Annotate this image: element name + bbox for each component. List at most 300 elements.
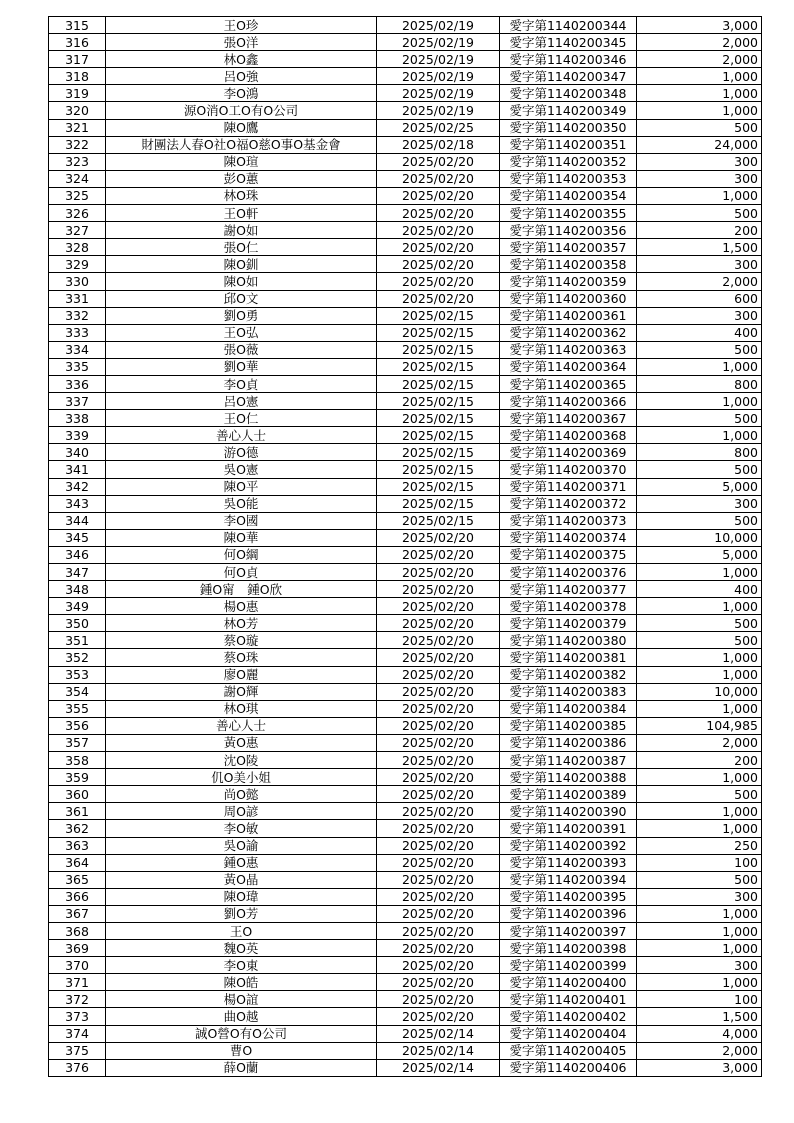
table-row: [49, 1008, 762, 1025]
receipt-number: 愛字第1140200406: [500, 1059, 637, 1076]
donation-amount: 1,000: [637, 102, 762, 119]
donation-date: 2025/02/20: [377, 666, 500, 683]
row-number: 359: [49, 769, 106, 786]
receipt-number: 愛字第1140200369: [500, 444, 637, 461]
table-row: [49, 1042, 762, 1059]
table-row: [49, 222, 762, 239]
table-row: [49, 375, 762, 392]
row-number: 373: [49, 1008, 106, 1025]
receipt-number: 愛字第1140200380: [500, 632, 637, 649]
donor-name: 李O東: [106, 957, 377, 974]
row-number: 315: [49, 17, 106, 34]
table-row: [49, 307, 762, 324]
row-number: 317: [49, 51, 106, 68]
receipt-number: 愛字第1140200368: [500, 427, 637, 444]
table-row: [49, 444, 762, 461]
table-row: [49, 632, 762, 649]
donor-name: 林O芳: [106, 615, 377, 632]
table-row: [49, 905, 762, 922]
donation-amount: 5,000: [637, 546, 762, 563]
row-number: 332: [49, 307, 106, 324]
receipt-number: 愛字第1140200374: [500, 529, 637, 546]
donation-amount: 300: [637, 957, 762, 974]
donor-name: 王O珍: [106, 17, 377, 34]
donor-name: 何O貞: [106, 564, 377, 581]
donor-name: 陳O華: [106, 529, 377, 546]
donation-amount: 1,000: [637, 427, 762, 444]
row-number: 367: [49, 905, 106, 922]
row-number: 324: [49, 170, 106, 187]
table-row: [49, 854, 762, 871]
donation-amount: 500: [637, 871, 762, 888]
table-row: [49, 649, 762, 666]
table-row: [49, 256, 762, 273]
receipt-number: 愛字第1140200384: [500, 700, 637, 717]
donation-date: 2025/02/19: [377, 51, 500, 68]
row-number: 348: [49, 581, 106, 598]
donation-date: 2025/02/20: [377, 153, 500, 170]
donation-amount: 200: [637, 752, 762, 769]
donation-amount: 1,000: [637, 649, 762, 666]
donation-amount: 1,000: [637, 769, 762, 786]
row-number: 335: [49, 358, 106, 375]
row-number: 369: [49, 940, 106, 957]
table-row: [49, 205, 762, 222]
receipt-number: 愛字第1140200394: [500, 871, 637, 888]
receipt-number: 愛字第1140200401: [500, 991, 637, 1008]
donor-name: 劉O勇: [106, 307, 377, 324]
row-number: 328: [49, 239, 106, 256]
donation-date: 2025/02/20: [377, 820, 500, 837]
receipt-number: 愛字第1140200357: [500, 239, 637, 256]
donor-name: 劉O華: [106, 358, 377, 375]
row-number: 319: [49, 85, 106, 102]
donor-name: 陳O瑋: [106, 888, 377, 905]
donor-name: 源O消O工O有O公司: [106, 102, 377, 119]
donor-name: 周O諺: [106, 803, 377, 820]
row-number: 361: [49, 803, 106, 820]
donor-name: 仉O美小姐: [106, 769, 377, 786]
receipt-number: 愛字第1140200346: [500, 51, 637, 68]
receipt-number: 愛字第1140200389: [500, 786, 637, 803]
table-row: [49, 683, 762, 700]
donor-name: 謝O如: [106, 222, 377, 239]
row-number: 370: [49, 957, 106, 974]
receipt-number: 愛字第1140200349: [500, 102, 637, 119]
donation-date: 2025/02/20: [377, 256, 500, 273]
table-row: [49, 803, 762, 820]
row-number: 376: [49, 1059, 106, 1076]
table-row: [49, 546, 762, 563]
receipt-number: 愛字第1140200344: [500, 17, 637, 34]
table-row: [49, 512, 762, 529]
donation-date: 2025/02/14: [377, 1025, 500, 1042]
table-row: [49, 940, 762, 957]
table-row: [49, 34, 762, 51]
row-number: 372: [49, 991, 106, 1008]
receipt-number: 愛字第1140200364: [500, 358, 637, 375]
donation-amount: 2,000: [637, 1042, 762, 1059]
donation-amount: 1,500: [637, 239, 762, 256]
receipt-number: 愛字第1140200393: [500, 854, 637, 871]
table-row: [49, 51, 762, 68]
row-number: 331: [49, 290, 106, 307]
donor-name: 沈O陵: [106, 752, 377, 769]
receipt-number: 愛字第1140200347: [500, 68, 637, 85]
row-number: 322: [49, 136, 106, 153]
row-number: 330: [49, 273, 106, 290]
donation-amount: 400: [637, 324, 762, 341]
row-number: 349: [49, 598, 106, 615]
table-row: [49, 615, 762, 632]
donor-name: 吳O憲: [106, 461, 377, 478]
donation-amount: 300: [637, 170, 762, 187]
donor-name: 張O洋: [106, 34, 377, 51]
table-row: [49, 717, 762, 734]
donation-amount: 1,000: [637, 922, 762, 939]
receipt-number: 愛字第1140200370: [500, 461, 637, 478]
donation-date: 2025/02/15: [377, 512, 500, 529]
row-number: 355: [49, 700, 106, 717]
row-number: 364: [49, 854, 106, 871]
donor-name: 林O珠: [106, 187, 377, 204]
receipt-number: 愛字第1140200391: [500, 820, 637, 837]
donation-amount: 600: [637, 290, 762, 307]
receipt-number: 愛字第1140200398: [500, 940, 637, 957]
donor-name: 張O仁: [106, 239, 377, 256]
donor-name: 邱O文: [106, 290, 377, 307]
donation-date: 2025/02/20: [377, 222, 500, 239]
table-row: [49, 734, 762, 751]
donation-date: 2025/02/20: [377, 940, 500, 957]
row-number: 350: [49, 615, 106, 632]
donation-amount: 300: [637, 256, 762, 273]
donation-amount: 4,000: [637, 1025, 762, 1042]
receipt-number: 愛字第1140200354: [500, 187, 637, 204]
receipt-number: 愛字第1140200390: [500, 803, 637, 820]
donor-name: 陳O鷹: [106, 119, 377, 136]
table-row: [49, 239, 762, 256]
receipt-number: 愛字第1140200371: [500, 478, 637, 495]
donation-date: 2025/02/20: [377, 854, 500, 871]
receipt-number: 愛字第1140200378: [500, 598, 637, 615]
receipt-number: 愛字第1140200382: [500, 666, 637, 683]
table-row: [49, 85, 762, 102]
row-number: 341: [49, 461, 106, 478]
row-number: 339: [49, 427, 106, 444]
row-number: 368: [49, 922, 106, 939]
table-row: [49, 119, 762, 136]
donation-date: 2025/02/20: [377, 922, 500, 939]
donation-amount: 10,000: [637, 683, 762, 700]
donation-date: 2025/02/15: [377, 478, 500, 495]
table-row: [49, 393, 762, 410]
row-number: 374: [49, 1025, 106, 1042]
row-number: 360: [49, 786, 106, 803]
receipt-number: 愛字第1140200377: [500, 581, 637, 598]
receipt-number: 愛字第1140200376: [500, 564, 637, 581]
donor-name: 尚O懿: [106, 786, 377, 803]
receipt-number: 愛字第1140200352: [500, 153, 637, 170]
donation-date: 2025/02/15: [377, 307, 500, 324]
donation-date: 2025/02/18: [377, 136, 500, 153]
donation-amount: 2,000: [637, 734, 762, 751]
row-number: 357: [49, 734, 106, 751]
donation-date: 2025/02/25: [377, 119, 500, 136]
receipt-number: 愛字第1140200363: [500, 341, 637, 358]
donation-amount: 1,000: [637, 68, 762, 85]
donation-date: 2025/02/19: [377, 68, 500, 85]
donor-name: 陳O皓: [106, 974, 377, 991]
row-number: 336: [49, 375, 106, 392]
donation-date: 2025/02/20: [377, 187, 500, 204]
donation-date: 2025/02/20: [377, 957, 500, 974]
row-number: 363: [49, 837, 106, 854]
donor-name: 王O軒: [106, 205, 377, 222]
donation-amount: 100: [637, 991, 762, 1008]
donation-amount: 1,000: [637, 820, 762, 837]
donation-amount: 1,500: [637, 1008, 762, 1025]
row-number: 347: [49, 564, 106, 581]
row-number: 371: [49, 974, 106, 991]
donation-amount: 100: [637, 854, 762, 871]
row-number: 318: [49, 68, 106, 85]
receipt-number: 愛字第1140200360: [500, 290, 637, 307]
receipt-number: 愛字第1140200385: [500, 717, 637, 734]
row-number: 352: [49, 649, 106, 666]
receipt-number: 愛字第1140200372: [500, 495, 637, 512]
donation-date: 2025/02/20: [377, 290, 500, 307]
donation-amount: 2,000: [637, 273, 762, 290]
receipt-number: 愛字第1140200381: [500, 649, 637, 666]
row-number: 362: [49, 820, 106, 837]
receipt-number: 愛字第1140200395: [500, 888, 637, 905]
table-row: [49, 1025, 762, 1042]
donor-name: 吳O諭: [106, 837, 377, 854]
donation-date: 2025/02/15: [377, 375, 500, 392]
donation-date: 2025/02/15: [377, 495, 500, 512]
donor-name: 蔡O珠: [106, 649, 377, 666]
donation-date: 2025/02/15: [377, 324, 500, 341]
donation-amount: 300: [637, 495, 762, 512]
donation-date: 2025/02/20: [377, 615, 500, 632]
donation-amount: 500: [637, 205, 762, 222]
donor-name: 黃O晶: [106, 871, 377, 888]
receipt-number: 愛字第1140200387: [500, 752, 637, 769]
table-row: [49, 786, 762, 803]
table-row: [49, 478, 762, 495]
donor-name: 劉O芳: [106, 905, 377, 922]
row-number: 353: [49, 666, 106, 683]
donation-amount: 1,000: [637, 187, 762, 204]
donation-amount: 500: [637, 119, 762, 136]
donor-name: 林O琪: [106, 700, 377, 717]
donation-amount: 1,000: [637, 666, 762, 683]
donor-name: 鍾O甯 鍾O欣: [106, 581, 377, 598]
table-row: [49, 752, 762, 769]
donation-amount: 250: [637, 837, 762, 854]
table-row: [49, 410, 762, 427]
table-row: [49, 581, 762, 598]
table-row: [49, 427, 762, 444]
donation-amount: 1,000: [637, 564, 762, 581]
row-number: 345: [49, 529, 106, 546]
donor-name: 李O貞: [106, 375, 377, 392]
donation-amount: 1,000: [637, 940, 762, 957]
row-number: 344: [49, 512, 106, 529]
donor-name: 陳O平: [106, 478, 377, 495]
donor-name: 蔡O璇: [106, 632, 377, 649]
row-number: 327: [49, 222, 106, 239]
table-row: [49, 324, 762, 341]
table-row: [49, 598, 762, 615]
table-row: [49, 68, 762, 85]
donation-amount: 500: [637, 341, 762, 358]
donation-date: 2025/02/14: [377, 1059, 500, 1076]
donation-date: 2025/02/20: [377, 991, 500, 1008]
table-row: [49, 871, 762, 888]
row-number: 340: [49, 444, 106, 461]
receipt-number: 愛字第1140200400: [500, 974, 637, 991]
receipt-number: 愛字第1140200361: [500, 307, 637, 324]
row-number: 375: [49, 1042, 106, 1059]
donation-amount: 300: [637, 307, 762, 324]
donation-amount: 1,000: [637, 803, 762, 820]
donor-name: 李O國: [106, 512, 377, 529]
donor-name: 楊O誼: [106, 991, 377, 1008]
donor-name: 誠O營O有O公司: [106, 1025, 377, 1042]
receipt-number: 愛字第1140200386: [500, 734, 637, 751]
donor-name: 曲O越: [106, 1008, 377, 1025]
donation-table-body: [49, 17, 762, 1077]
donation-date: 2025/02/15: [377, 410, 500, 427]
donation-date: 2025/02/20: [377, 170, 500, 187]
donor-name: 王O: [106, 922, 377, 939]
row-number: 323: [49, 153, 106, 170]
row-number: 354: [49, 683, 106, 700]
row-number: 329: [49, 256, 106, 273]
donation-amount: 3,000: [637, 17, 762, 34]
donation-date: 2025/02/15: [377, 444, 500, 461]
donation-amount: 500: [637, 512, 762, 529]
donation-date: 2025/02/15: [377, 427, 500, 444]
receipt-number: 愛字第1140200353: [500, 170, 637, 187]
donor-name: 李O敏: [106, 820, 377, 837]
donation-date: 2025/02/15: [377, 341, 500, 358]
table-row: [49, 461, 762, 478]
donation-amount: 24,000: [637, 136, 762, 153]
donation-amount: 500: [637, 410, 762, 427]
receipt-number: 愛字第1140200348: [500, 85, 637, 102]
donation-date: 2025/02/20: [377, 888, 500, 905]
donor-name: 吳O能: [106, 495, 377, 512]
receipt-number: 愛字第1140200345: [500, 34, 637, 51]
donor-name: 彭O蕙: [106, 170, 377, 187]
donor-name: 陳O如: [106, 273, 377, 290]
donation-date: 2025/02/20: [377, 786, 500, 803]
table-row: [49, 700, 762, 717]
receipt-number: 愛字第1140200350: [500, 119, 637, 136]
table-row: [49, 666, 762, 683]
receipt-number: 愛字第1140200356: [500, 222, 637, 239]
donation-amount: 3,000: [637, 1059, 762, 1076]
donation-date: 2025/02/20: [377, 752, 500, 769]
receipt-number: 愛字第1140200366: [500, 393, 637, 410]
donor-name: 呂O強: [106, 68, 377, 85]
donation-date: 2025/02/20: [377, 1008, 500, 1025]
donation-amount: 500: [637, 632, 762, 649]
donation-date: 2025/02/20: [377, 273, 500, 290]
donation-amount: 1,000: [637, 700, 762, 717]
row-number: 320: [49, 102, 106, 119]
donation-amount: 400: [637, 581, 762, 598]
donation-date: 2025/02/20: [377, 632, 500, 649]
donation-date: 2025/02/20: [377, 734, 500, 751]
table-row: [49, 102, 762, 119]
donation-date: 2025/02/20: [377, 905, 500, 922]
donor-name: 黃O惠: [106, 734, 377, 751]
donor-name: 善心人士: [106, 717, 377, 734]
donation-date: 2025/02/15: [377, 461, 500, 478]
row-number: 342: [49, 478, 106, 495]
table-row: [49, 820, 762, 837]
donation-date: 2025/02/20: [377, 717, 500, 734]
row-number: 316: [49, 34, 106, 51]
row-number: 337: [49, 393, 106, 410]
row-number: 338: [49, 410, 106, 427]
row-number: 366: [49, 888, 106, 905]
table-row: [49, 170, 762, 187]
donation-list-page: [48, 16, 758, 1077]
receipt-number: 愛字第1140200383: [500, 683, 637, 700]
donation-amount: 104,985: [637, 717, 762, 734]
donor-name: 善心人士: [106, 427, 377, 444]
receipt-number: 愛字第1140200397: [500, 922, 637, 939]
donor-name: 張O薇: [106, 341, 377, 358]
donation-date: 2025/02/20: [377, 837, 500, 854]
receipt-number: 愛字第1140200399: [500, 957, 637, 974]
donation-date: 2025/02/14: [377, 1042, 500, 1059]
donation-date: 2025/02/19: [377, 17, 500, 34]
donation-date: 2025/02/15: [377, 393, 500, 410]
receipt-number: 愛字第1140200365: [500, 375, 637, 392]
receipt-number: 愛字第1140200379: [500, 615, 637, 632]
donor-name: 鍾O惠: [106, 854, 377, 871]
donor-name: 林O鑫: [106, 51, 377, 68]
receipt-number: 愛字第1140200392: [500, 837, 637, 854]
receipt-number: 愛字第1140200388: [500, 769, 637, 786]
donation-date: 2025/02/20: [377, 581, 500, 598]
donor-name: 薛O蘭: [106, 1059, 377, 1076]
donation-amount: 200: [637, 222, 762, 239]
donor-name: 王O仁: [106, 410, 377, 427]
receipt-number: 愛字第1140200362: [500, 324, 637, 341]
donation-amount: 1,000: [637, 974, 762, 991]
table-row: [49, 957, 762, 974]
donation-date: 2025/02/20: [377, 803, 500, 820]
row-number: 356: [49, 717, 106, 734]
donation-amount: 500: [637, 786, 762, 803]
receipt-number: 愛字第1140200405: [500, 1042, 637, 1059]
row-number: 346: [49, 546, 106, 563]
donation-date: 2025/02/20: [377, 649, 500, 666]
donation-amount: 500: [637, 461, 762, 478]
table-row: [49, 991, 762, 1008]
donor-name: 陳O瑄: [106, 153, 377, 170]
donation-amount: 300: [637, 153, 762, 170]
donor-name: 王O弘: [106, 324, 377, 341]
donation-date: 2025/02/20: [377, 871, 500, 888]
